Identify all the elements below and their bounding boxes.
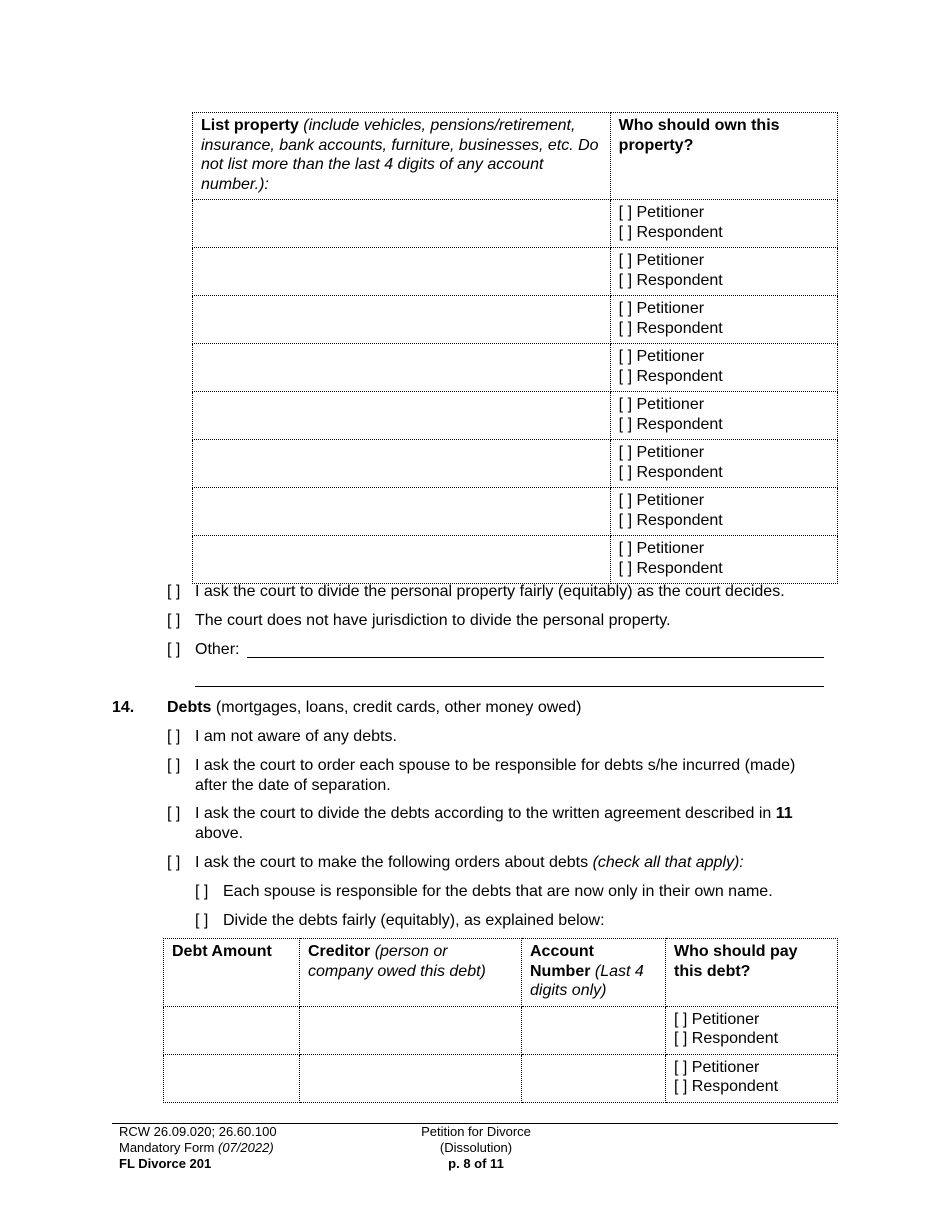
debt-table-header [164,939,838,1007]
account-number-cell[interactable] [522,1054,666,1102]
petitioner-checkbox[interactable]: [ ] Petitioner [618,348,705,365]
footer-subtitle: (Dissolution) [439,1140,513,1155]
petitioner-checkbox[interactable]: [ ] Petitioner [674,1010,760,1028]
debt-amount-cell[interactable] [164,1054,300,1102]
property-owner-cell [610,440,837,488]
respondent-checkbox[interactable]: [ ] Respondent [674,1030,779,1047]
table-row [164,1006,838,1054]
no-jurisdiction-option[interactable]: [ ] The court does not have jurisdiction to divide the personal property. [167,612,671,629]
property-item-cell[interactable] [193,440,611,488]
property-item-cell[interactable] [193,344,611,392]
account-number-header: Account Number (Last 4 digits only) [522,939,666,1007]
property-owner-cell [610,344,837,392]
table-row [193,392,838,440]
respondent-checkbox[interactable]: [ ] Respondent [674,1078,779,1095]
own-name-debts-option[interactable]: [ ] Each spouse is responsible for the debts that are now only in their own name. [195,883,773,900]
table-row [193,200,838,248]
section-title: Debts (mortgages, loans, credit cards, other money owed) [167,699,582,716]
petitioner-checkbox[interactable]: [ ] Petitioner [618,444,705,461]
property-table-header [193,113,838,200]
property-table [192,112,838,584]
petitioner-checkbox[interactable]: [ ] Petitioner [618,300,705,317]
creditor-cell[interactable] [300,1006,522,1054]
divide-property-option[interactable]: [ ] I ask the court to divide the personal property fairly (equitably) as the court decides. [167,583,785,600]
property-owner-cell [610,392,837,440]
checkbox[interactable]: [ ] [195,883,209,900]
other-option[interactable]: [ ] Other: [167,641,240,658]
checkbox[interactable]: [ ] [167,728,181,745]
footer-page: p. 8 of 11 [448,1156,504,1171]
property-item-cell[interactable] [193,392,611,440]
property-item-cell[interactable] [193,536,611,584]
respondent-checkbox[interactable]: [ ] Respondent [618,271,723,289]
property-item-cell[interactable] [193,296,611,344]
respondent-checkbox[interactable]: [ ] Respondent [618,511,723,529]
footer-center [396,1124,556,1172]
table-row [193,536,838,584]
agreement-debts-option[interactable]: [ ] I ask the court to divide the debts according to the written agreement described in 11 above. [167,805,793,842]
each-spouse-debts-option[interactable]: [ ] I ask the court to order each spouse to be responsible for debts s/he incurred (made) after the date of separation. [167,757,796,794]
property-owner-cell [610,488,837,536]
property-owner-cell [610,200,837,248]
property-item-cell[interactable] [193,248,611,296]
debt-amount-header: Debt Amount [164,939,300,1007]
respondent-checkbox[interactable]: [ ] Respondent [618,559,723,577]
petitioner-checkbox[interactable]: [ ] Petitioner [618,396,705,413]
petitioner-checkbox[interactable]: [ ] Petitioner [674,1058,760,1076]
table-row [193,296,838,344]
property-item-cell[interactable] [193,488,611,536]
property-owner-cell [610,536,837,584]
debt-table [163,938,838,1103]
debt-orders-option[interactable]: [ ] I ask the court to make the following orders about debts (check all that apply): [167,854,744,871]
section-number: 14. [112,699,135,716]
property-owner-header: Who should own this property? [610,113,837,200]
respondent-checkbox[interactable]: [ ] Respondent [618,223,723,241]
other-input-line-1[interactable] [247,657,824,658]
checkbox[interactable]: [ ] [167,757,181,774]
who-pays-header: Who should pay this debt? [666,939,838,1007]
footer-form-id: FL Divorce 201 [119,1156,212,1171]
creditor-cell[interactable] [300,1054,522,1102]
checkbox[interactable]: [ ] [167,641,181,658]
table-row [193,248,838,296]
petitioner-checkbox[interactable]: [ ] Petitioner [618,252,705,269]
other-input-line-2[interactable] [195,686,824,687]
who-pays-cell [666,1006,838,1054]
petitioner-checkbox[interactable]: [ ] Petitioner [618,540,705,557]
checkbox[interactable]: [ ] [167,854,181,871]
table-row [193,440,838,488]
who-pays-cell [666,1054,838,1102]
respondent-checkbox[interactable]: [ ] Respondent [618,415,723,433]
footer-rcw: RCW 26.09.020; 26.60.100 [119,1124,277,1139]
checkbox[interactable]: [ ] [167,583,181,600]
petitioner-checkbox[interactable]: [ ] Petitioner [618,204,705,221]
respondent-checkbox[interactable]: [ ] Respondent [618,319,723,337]
creditor-header: Creditor (person or company owed this debt) [300,939,522,1007]
footer-left [119,1124,277,1172]
property-owner-cell [610,296,837,344]
property-item-cell[interactable] [193,200,611,248]
checkbox[interactable]: [ ] [167,805,181,822]
footer-mandatory: Mandatory Form (07/2022) [119,1140,274,1155]
table-row [193,488,838,536]
property-owner-cell [610,248,837,296]
account-number-cell[interactable] [522,1006,666,1054]
petitioner-checkbox[interactable]: [ ] Petitioner [618,492,705,509]
checkbox[interactable]: [ ] [167,612,181,629]
respondent-checkbox[interactable]: [ ] Respondent [618,463,723,481]
respondent-checkbox[interactable]: [ ] Respondent [618,367,723,385]
divide-debts-option[interactable]: [ ] Divide the debts fairly (equitably), as explained below: [195,912,605,929]
property-list-header: List property (include vehicles, pensions/retirement, insurance, bank accounts, furniture, businesses, etc. Do not list more than the last 4 digits of any account number.): [193,113,611,200]
table-row [193,344,838,392]
footer-title: Petition for Divorce [421,1124,531,1139]
checkbox[interactable]: [ ] [195,912,209,929]
not-aware-debts-option[interactable]: [ ] I am not aware of any debts. [167,728,397,745]
debt-amount-cell[interactable] [164,1006,300,1054]
table-row [164,1054,838,1102]
